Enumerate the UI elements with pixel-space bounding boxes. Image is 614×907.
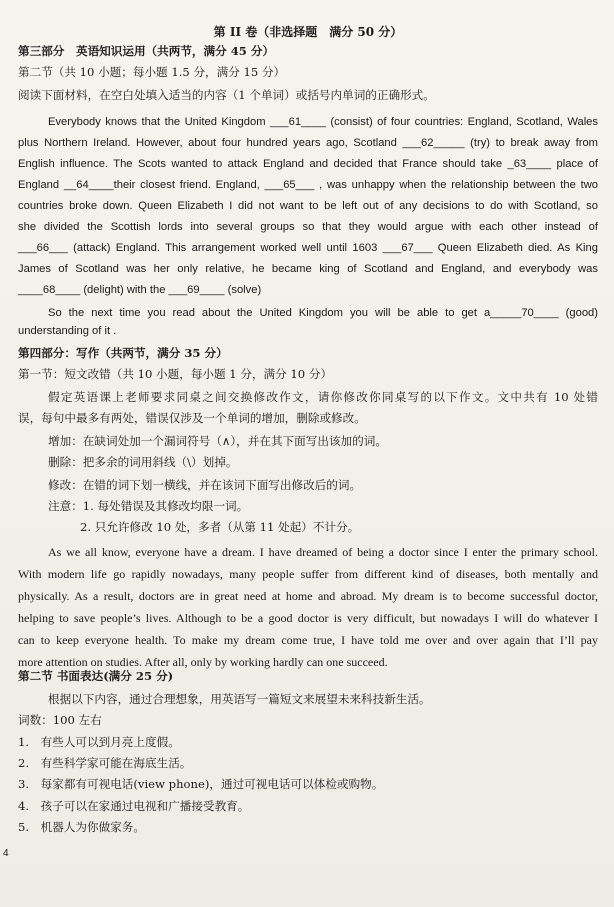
passage-line: Everybody knows that the United Kingdom ___61____ (consist) of four countries: England, Scotland, Wales	[48, 116, 598, 128]
correction-instruction: 删除：把多余的词用斜线（\）划掉。	[48, 455, 238, 469]
word-count: 词数：100 左右	[18, 713, 102, 727]
essay-line: can to keep everyone health. To make my dream come true, I have told me over and over again that I’ll pay	[18, 633, 598, 647]
passage-line: England __64____their closest friend. England, ___65___ , was unhappy when the relationship between the two	[18, 179, 598, 191]
part4-title: 第四部分：写作（共两节，满分 35 分）	[18, 346, 228, 360]
part3-instruction: 阅读下面材料，在空白处填入适当的内容（1 个单词）或括号内单词的正确形式。	[18, 88, 435, 102]
part4-section1-title: 第一节：短文改错（共 10 小题，每小题 1 分，满分 10 分）	[18, 367, 333, 381]
page-number: 4	[3, 848, 9, 859]
writing-point: 1. 有些人可以到月亮上度假。	[18, 735, 180, 749]
passage-line: plus Northern Ireland. However, about four hundred years ago, Scotland ___62_____ (try) to break away from	[18, 137, 598, 149]
passage-line: she divided the Scottish lords into several groups so that they would argue with each other instead of	[18, 221, 598, 233]
passage-line: English influence. The Scots wanted to attack England and decided that France should take _63____ place of	[18, 158, 598, 170]
writing-point: 3. 每家都有可视电话(view phone)，通过可视电话可以体检或购物。	[18, 777, 384, 791]
writing-point: 5. 机器人为你做家务。	[18, 820, 145, 834]
writing-point: 2. 有些科学家可能在海底生活。	[18, 756, 192, 770]
passage-line: ___66___ (attack) England. This arrangement worked well until 1603 ___67___ Queen Elizabeth died. As King	[18, 242, 598, 254]
passage-line: understanding of it .	[18, 325, 117, 337]
correction-instruction: 假定英语课上老师要求同桌之间交换修改作文，请你修改你同桌写的以下作文。文中共有 10 处错	[48, 390, 598, 404]
writing-task: 根据以下内容，通过合理想象，用英语写一篇短文来展望未来科技新生活。	[48, 692, 431, 706]
correction-instruction: 增加：在缺词处加一个漏词符号（∧），并在其下面写出该加的词。	[48, 434, 387, 448]
part3-section2-title: 第二节（共 10 小题；每小题 1.5 分，满分 15 分）	[18, 65, 286, 79]
passage-line: ____68____ (delight) with the ___69____ (solve)	[18, 284, 262, 296]
passage-line: James of Scotland was her only relative, he became king of Scotland and England, and everybody was	[18, 263, 598, 275]
part4-section2-title: 第二节 书面表达(满分 25 分)	[18, 669, 174, 683]
essay-line: helping to save people’s lives. Although to be a good doctor is very difficult, but nowadays I will do whatever I	[18, 611, 598, 625]
writing-point: 4. 孩子可以在家通过电视和广播接受教育。	[18, 799, 250, 813]
correction-note: 2. 只允许修改 10 处，多者（从第 11 处起）不计分。	[80, 520, 360, 534]
correction-instruction: 修改：在错的词下划一横线，并在该词下面写出修改后的词。	[48, 478, 362, 492]
paper-header: 第 II 卷（非选择题 满分 50 分）	[213, 25, 403, 39]
essay-line: As we all know, everyone have a dream. I have dreamed of being a doctor since I enter the primary school.	[48, 545, 598, 559]
correction-note: 注意：1. 每处错误及其修改均限一词。	[48, 499, 249, 513]
essay-line: physically. As a result, doctors are in great need at home and abroad. My dream is to become successful doctor,	[18, 589, 598, 603]
passage-line: So the next time you read about the United Kingdom you will be able to get a_____70____ (good)	[48, 307, 598, 319]
essay-line: With modern life go rapidly nowadays, many people suffer from different kind of diseases, both mentally and	[18, 567, 598, 581]
correction-instruction: 误，每句中最多有两处，错误仅涉及一个单词的增加，删除或修改。	[18, 411, 366, 425]
essay-line: more attention on studies. After all, only by working hardly can one succeed.	[18, 655, 388, 669]
passage-line: countries broke down. Queen Elizabeth I did not want to be left out of any decisions to do with Scotland, so	[18, 200, 598, 212]
part3-title: 第三部分 英语知识运用（共两节，满分 45 分）	[18, 44, 275, 58]
